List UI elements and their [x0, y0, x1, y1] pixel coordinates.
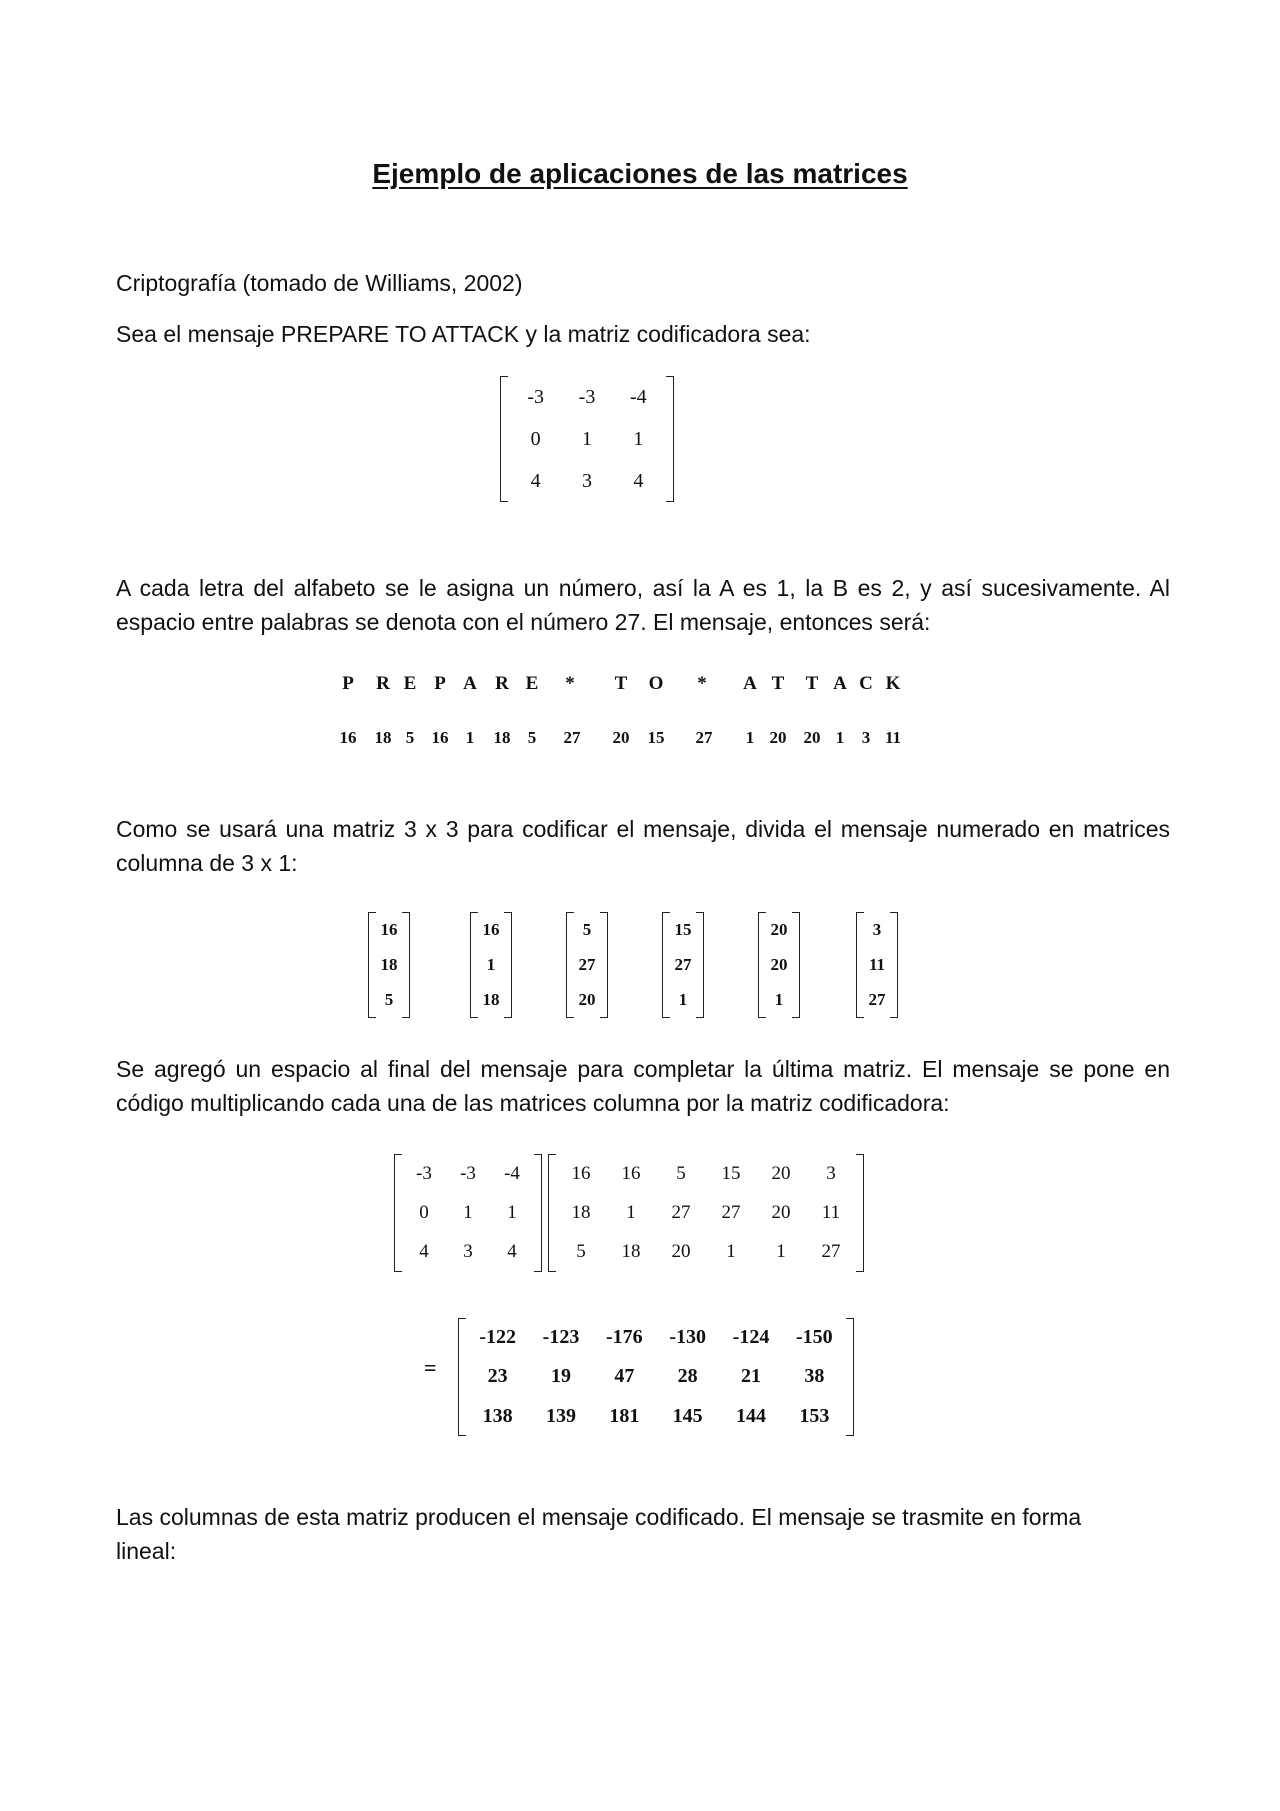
paragraph-message-intro: Sea el mensaje PREPARE TO ATTACK y la matriz codificadora sea:: [116, 321, 811, 347]
paragraph-source: Criptografía (tomado de Williams, 2002): [116, 270, 523, 296]
matrix-cell: 1: [486, 954, 496, 974]
matrix-cell: 1: [507, 1201, 517, 1223]
message-number: 15: [647, 728, 665, 747]
matrix-cell: 47: [614, 1365, 635, 1388]
message-number: 1: [465, 728, 475, 747]
matrix-cell: 0: [419, 1201, 429, 1223]
matrix-cell: 1: [581, 427, 592, 450]
matrix-cell: 1: [626, 1201, 636, 1223]
matrix-cell: 20: [578, 990, 596, 1010]
matrix-cell: 23: [487, 1365, 508, 1388]
column-matrix: [662, 912, 704, 1018]
message-number: 11: [884, 728, 902, 747]
matrix-cell: 18: [571, 1201, 591, 1223]
message-letter: A: [833, 673, 847, 694]
matrix-cell: 20: [770, 954, 788, 974]
matrix-cell: -4: [504, 1162, 520, 1184]
message-number: 16: [339, 728, 357, 747]
matrix-cell: 139: [545, 1404, 576, 1427]
message-numbers: [0, 728, 1280, 752]
matrix-cell: 18: [380, 954, 398, 974]
matrix-cell: -130: [669, 1326, 706, 1349]
matrix-cell: 27: [578, 954, 596, 974]
matrix-cell: 11: [821, 1201, 841, 1223]
message-number: 3: [861, 728, 871, 747]
matrix-cell: -176: [605, 1326, 643, 1349]
matrix-cell: 38: [804, 1365, 825, 1388]
matrix-cell: 1: [678, 990, 688, 1010]
matrix-cell: 1: [774, 990, 784, 1010]
message-letter: *: [565, 673, 575, 694]
column-matrix: [566, 912, 608, 1018]
matrix-cell: -4: [629, 385, 647, 408]
matrix-cell: 20: [771, 1162, 791, 1184]
matrix-cell: 3: [872, 919, 882, 939]
message-number: 20: [612, 728, 630, 747]
matrix-cell: 4: [507, 1241, 517, 1263]
column-matrix: [758, 912, 800, 1018]
equals-sign: =: [424, 1355, 437, 1380]
matrix-cell: 145: [672, 1404, 703, 1427]
matrix-cell: 16: [571, 1162, 591, 1184]
page-title: Ejemplo de aplicaciones de las matrices: [372, 158, 908, 189]
message-letter: A: [743, 673, 757, 694]
matrix-cell: 1: [726, 1241, 736, 1263]
message-letter: T: [614, 673, 628, 694]
matrix-cell: 5: [576, 1241, 586, 1263]
message-letter: T: [771, 673, 785, 694]
matrix-cell: 15: [721, 1162, 741, 1184]
matrix-cell: 153: [799, 1404, 830, 1427]
message-letter: R: [376, 673, 390, 694]
paragraph-multiply: Se agregó un espacio al final del mensaje para completar la última matriz. El mensaje se pone en código multiplicando cada una de las matrices columna por la matriz codificadora:: [116, 1056, 1170, 1116]
result-matrix: [458, 1318, 854, 1436]
matrix-cell: 18: [621, 1241, 641, 1263]
matrix-cell: 27: [671, 1201, 691, 1223]
matrix-cell: 20: [770, 919, 788, 939]
message-number: 18: [493, 728, 511, 747]
matrix-cell: 27: [721, 1201, 741, 1223]
message-number: 20: [769, 728, 787, 747]
matrix-cell: 138: [482, 1404, 513, 1427]
matrix-cell: 1: [463, 1201, 473, 1223]
matrix-cell: 0: [530, 427, 541, 450]
matrix-cell: -3: [527, 385, 544, 408]
product-left-matrix: [394, 1154, 542, 1272]
message-number: 5: [527, 728, 537, 747]
message-letter: O: [648, 673, 664, 694]
message-letter: T: [805, 673, 819, 694]
message-letter: C: [859, 673, 873, 694]
matrix-cell: 27: [821, 1241, 841, 1263]
message-number: 18: [374, 728, 392, 747]
column-matrix: [368, 912, 410, 1018]
message-number: 16: [431, 728, 449, 747]
matrix-cell: 28: [677, 1365, 698, 1388]
matrix-cell: 5: [582, 919, 592, 939]
paragraph-alphabet: A cada letra del alfabeto se le asigna un número, así la A es 1, la B es 2, y así sucesivamente. Al espacio entre palabras se denota con el número 27. El mensaje, entonces será:: [116, 575, 1170, 635]
matrix-cell: 4: [633, 469, 644, 492]
paragraph-columns: Como se usará una matriz 3 x 3 para codificar el mensaje, divida el mensaje numerado en matrices columna de 3 x 1:: [116, 816, 1170, 876]
message-letters: [0, 673, 1280, 699]
column-matrix: [856, 912, 898, 1018]
matrix-cell: 18: [482, 990, 500, 1010]
matrix-cell: 5: [676, 1162, 686, 1184]
message-letter: P: [342, 673, 354, 694]
message-number: 1: [835, 728, 845, 747]
matrix-cell: -3: [578, 385, 596, 408]
column-matrix: [470, 912, 512, 1018]
matrix-cell: 144: [735, 1404, 766, 1427]
matrix-cell: 27: [868, 990, 886, 1010]
message-letter: R: [495, 673, 509, 694]
message-letter: E: [403, 673, 417, 694]
matrix-cell: 16: [380, 919, 398, 939]
message-number: 20: [803, 728, 821, 747]
message-number: 27: [563, 728, 581, 747]
matrix-cell: -3: [460, 1162, 476, 1184]
message-letter: E: [525, 673, 539, 694]
matrix-cell: 1: [633, 427, 644, 450]
matrix-cell: 16: [482, 919, 500, 939]
matrix-cell: 4: [419, 1241, 429, 1263]
matrix-cell: 3: [581, 469, 592, 492]
matrix-cell: 19: [550, 1365, 571, 1388]
product-right-matrix: [548, 1154, 864, 1272]
message-number: 27: [695, 728, 713, 747]
matrix-cell: 20: [671, 1241, 691, 1263]
message-number: 5: [405, 728, 415, 747]
matrix-cell: -124: [732, 1326, 770, 1349]
message-letter: *: [697, 673, 707, 694]
matrix-cell: 20: [771, 1201, 791, 1223]
paragraph-conclusion: Las columnas de esta matriz producen el mensaje codificado. El mensaje se trasmite en forma lineal:: [116, 1504, 1082, 1564]
matrix-cell: 1: [776, 1241, 786, 1263]
matrix-cell: -123: [542, 1326, 580, 1349]
matrix-cell: 3: [463, 1241, 473, 1263]
matrix-cell: 5: [384, 990, 394, 1010]
matrix-cell: -150: [795, 1326, 833, 1349]
message-letter: K: [885, 673, 901, 694]
matrix-cell: 15: [674, 919, 692, 939]
encoding-matrix: [500, 376, 674, 502]
message-letter: A: [463, 673, 477, 694]
matrix-cell: 3: [826, 1162, 836, 1184]
matrix-cell: -3: [416, 1162, 432, 1184]
message-letter: P: [434, 673, 446, 694]
matrix-cell: 27: [674, 954, 692, 974]
matrix-cell: 181: [609, 1404, 640, 1427]
matrix-cell: 16: [621, 1162, 641, 1184]
matrix-cell: 4: [530, 469, 541, 492]
message-number: 1: [745, 728, 755, 747]
matrix-cell: 11: [868, 954, 886, 974]
matrix-cell: -122: [479, 1326, 516, 1349]
matrix-cell: 21: [740, 1365, 761, 1388]
